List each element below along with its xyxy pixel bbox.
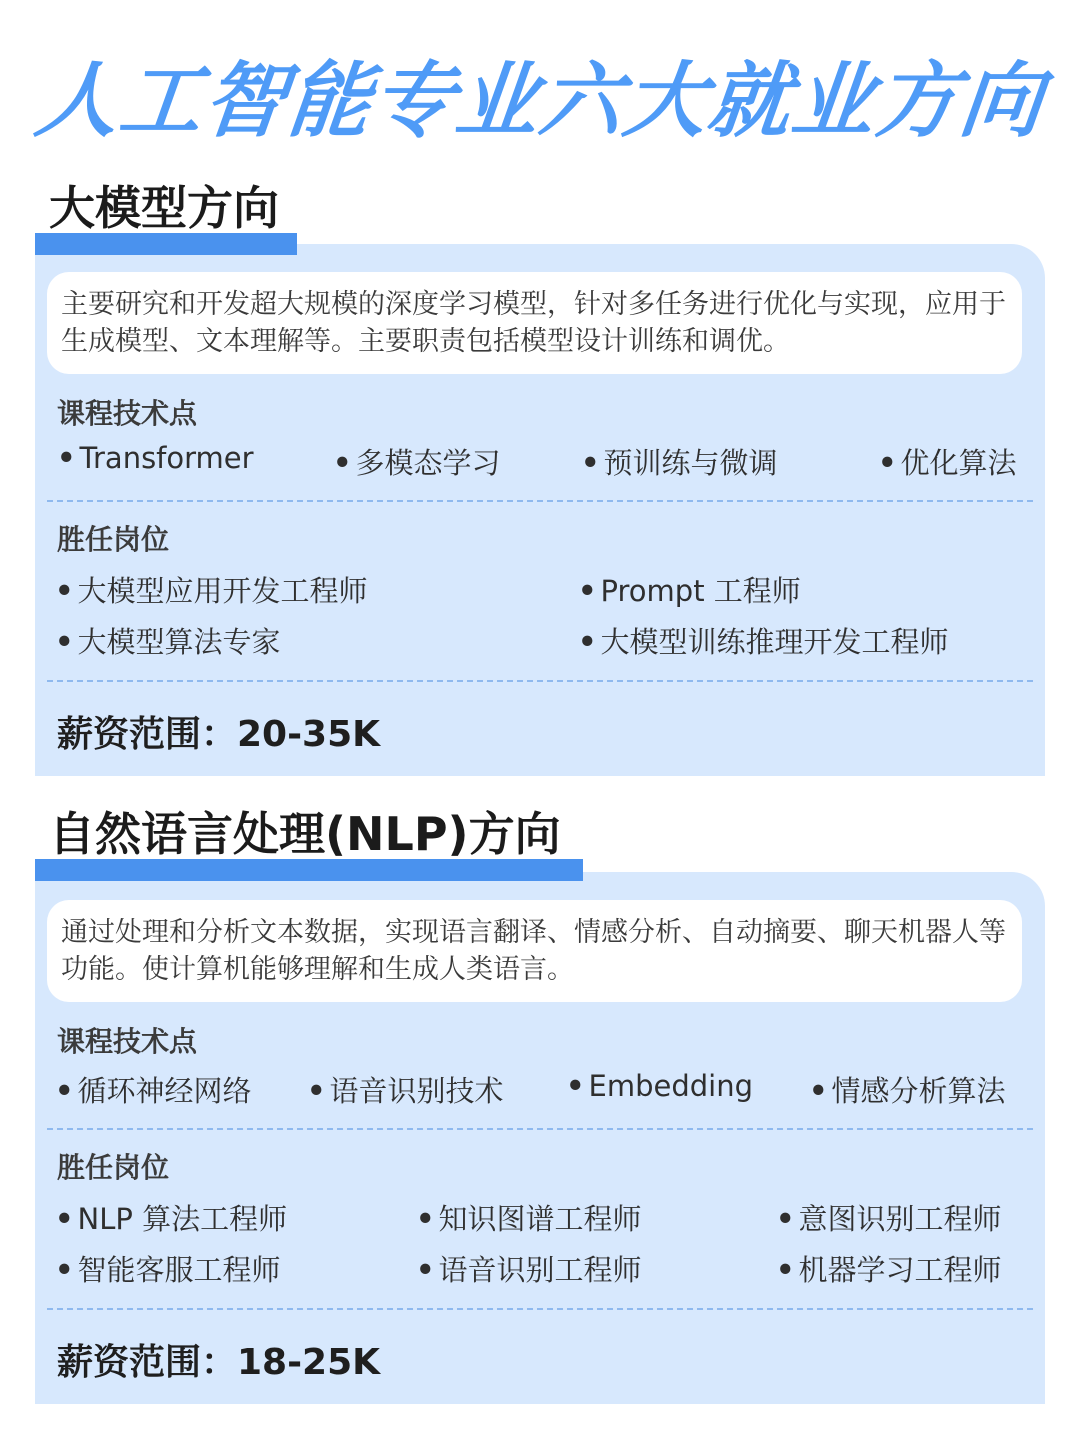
course-item: • Embedding <box>566 1069 754 1103</box>
course-item: • 优化算法 <box>878 446 1017 480</box>
salary-range: 薪资范围：18-25K <box>57 1342 381 1383</box>
job-item: • 知识图谱工程师 <box>416 1202 642 1236</box>
section-title: 大模型方向 <box>49 181 279 235</box>
divider <box>47 1308 1033 1310</box>
divider <box>47 1128 1033 1130</box>
job-item: • NLP 算法工程师 <box>55 1202 288 1236</box>
course-label: 课程技术点 <box>57 1025 198 1058</box>
salary-range: 薪资范围：20-35K <box>57 714 381 755</box>
job-item: • 语音识别工程师 <box>416 1253 642 1287</box>
job-item: • Prompt 工程师 <box>578 574 801 608</box>
job-item: • 大模型应用开发工程师 <box>55 574 368 608</box>
course-item: • Transformer <box>57 441 254 475</box>
section-title: 自然语言处理(NLP)方向 <box>49 807 561 861</box>
divider <box>47 500 1033 502</box>
course-label: 课程技术点 <box>57 397 198 430</box>
course-item: • 预训练与微调 <box>581 446 778 480</box>
course-item: • 语音识别技术 <box>307 1074 504 1108</box>
job-item: • 机器学习工程师 <box>776 1253 1002 1287</box>
section-card-nlp <box>35 872 1045 1404</box>
page-title: 人工智能专业六大就业方向 <box>31 54 1050 149</box>
section-heading-llm <box>35 178 279 238</box>
job-item: • 智能客服工程师 <box>55 1253 281 1287</box>
job-item: • 意图识别工程师 <box>776 1202 1002 1236</box>
course-item: • 循环神经网络 <box>55 1074 252 1108</box>
job-item: • 大模型训练推理开发工程师 <box>578 625 949 659</box>
section-description: 主要研究和开发超大规模的深度学习模型，针对多任务进行优化与实现，应用于生成模型、文本理解等。主要职责包括模型设计训练和调优。 <box>47 272 1022 374</box>
jobs-label: 胜任岗位 <box>57 523 170 556</box>
section-card-llm <box>35 244 1045 776</box>
section-heading-nlp <box>35 804 561 864</box>
section-description: 通过处理和分析文本数据，实现语言翻译、情感分析、自动摘要、聊天机器人等功能。使计算机能够理解和生成人类语言。 <box>47 900 1022 1002</box>
course-item: • 情感分析算法 <box>809 1074 1006 1108</box>
jobs-label: 胜任岗位 <box>57 1151 170 1184</box>
divider <box>47 680 1033 682</box>
job-item: • 大模型算法专家 <box>55 625 281 659</box>
course-item: • 多模态学习 <box>333 446 501 480</box>
